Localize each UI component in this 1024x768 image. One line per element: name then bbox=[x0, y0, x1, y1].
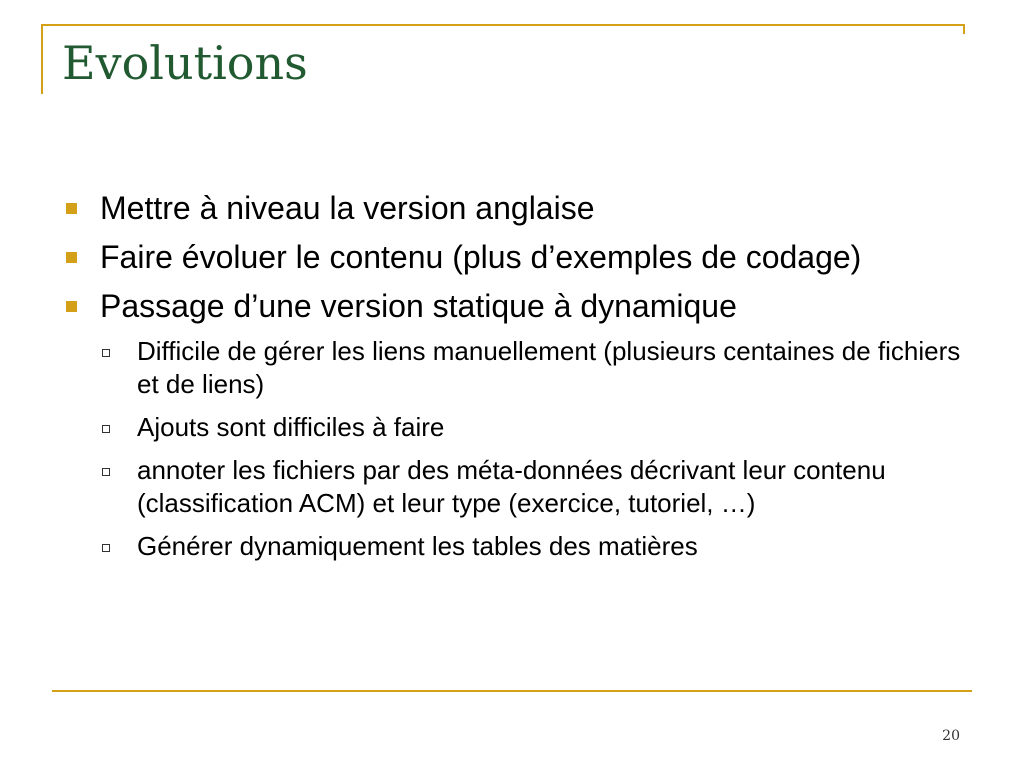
frame-top-rule bbox=[41, 24, 965, 26]
frame-right-tick bbox=[963, 24, 965, 34]
sub-list-item-text: Générer dynamiquement les tables des matières bbox=[137, 531, 698, 561]
footer-rule bbox=[52, 690, 972, 692]
square-bullet-icon bbox=[66, 252, 77, 263]
hollow-square-bullet-icon bbox=[102, 425, 110, 433]
sub-list-item-text: Difficile de gérer les liens manuellement (plusieurs centaines de fichiers et de liens) bbox=[137, 336, 961, 399]
list-item bbox=[66, 286, 966, 327]
list-item bbox=[66, 237, 966, 278]
list-item-text: Faire évoluer le contenu (plus d’exemples de codage) bbox=[100, 239, 862, 275]
sub-list-item bbox=[102, 454, 966, 520]
sub-list-item bbox=[102, 335, 966, 401]
page-number: 20 bbox=[942, 728, 960, 744]
hollow-square-bullet-icon bbox=[102, 349, 110, 357]
bullet-list bbox=[66, 188, 966, 573]
frame-left-rule bbox=[41, 24, 43, 94]
hollow-square-bullet-icon bbox=[102, 468, 110, 476]
square-bullet-icon bbox=[66, 301, 77, 312]
list-item-text: Mettre à niveau la version anglaise bbox=[100, 190, 595, 226]
slide-title: Evolutions bbox=[62, 36, 308, 90]
list-item bbox=[66, 188, 966, 229]
sub-list-item-text: annoter les fichiers par des méta-données décrivant leur contenu (classification ACM) et leur type (exercice, tutoriel, …) bbox=[137, 455, 886, 518]
sub-list-item bbox=[102, 530, 966, 563]
sub-list-item bbox=[102, 411, 966, 444]
hollow-square-bullet-icon bbox=[102, 544, 110, 552]
sub-list-item-text: Ajouts sont difficiles à faire bbox=[137, 412, 445, 442]
list-item-text: Passage d’une version statique à dynamique bbox=[100, 288, 737, 324]
square-bullet-icon bbox=[66, 203, 77, 214]
